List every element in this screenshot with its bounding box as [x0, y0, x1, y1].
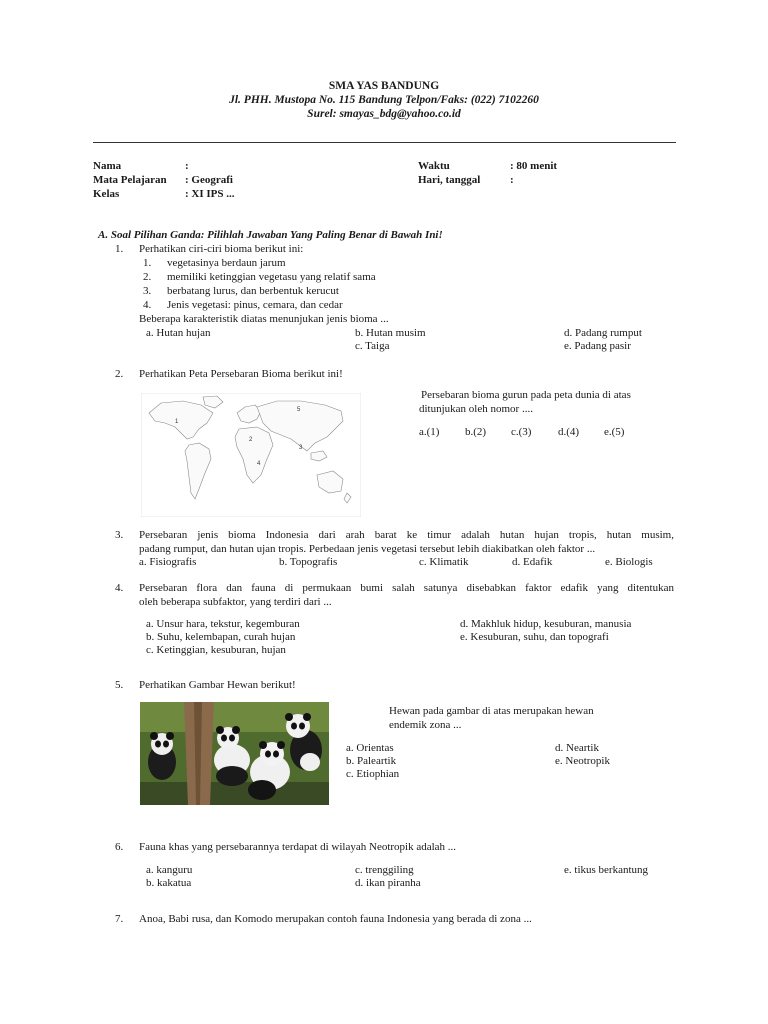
q7-text: Anoa, Babi rusa, dan Komodo merupakan contoh fauna Indonesia yang berada di zona ...	[139, 913, 532, 925]
q1-text: Perhatikan ciri-ciri bioma berikut ini:	[139, 243, 304, 255]
map-label: 5	[297, 407, 301, 413]
q3-option-a: a. Fisiografis	[139, 556, 197, 568]
q1-number: 1.	[115, 243, 124, 255]
q6-text: Fauna khas yang persebarannya terdapat di wilayah Neotropik adalah ...	[139, 841, 457, 853]
nama-value: :	[185, 160, 189, 172]
q1-option-c: c. Taiga	[355, 340, 390, 352]
q1-option-b: b. Hutan musim	[355, 327, 426, 339]
q2-option-b: b.(2)	[465, 426, 487, 438]
q6-option-c: c. trenggiling	[355, 864, 414, 876]
kelas-value: : XI IPS ...	[185, 188, 235, 200]
q5-side-text-1: Hewan pada gambar di atas merupakan hewan	[389, 705, 594, 717]
q1-option-a: a. Hutan hujan	[146, 327, 211, 339]
q1-item-num: 3.	[143, 285, 152, 297]
panda-photo	[140, 702, 329, 805]
q2-option-a: a.(1)	[419, 426, 440, 438]
q1-prompt: Beberapa karakteristik diatas menunjukan jenis bioma ...	[139, 313, 389, 325]
hari-label: Hari, tanggal	[418, 174, 481, 186]
q1-item: memiliki ketinggian vegetasu yang relatif sama	[167, 271, 376, 283]
section-a-title: A. Soal Pilihan Ganda: Pilihlah Jawaban Yang Paling Benar di Bawah Ini!	[98, 229, 443, 241]
q4-option-e: e. Kesuburan, suhu, dan topografi	[460, 631, 609, 643]
school-name: SMA YAS BANDUNG	[328, 80, 440, 92]
q3-option-c: c. Klimatik	[419, 556, 469, 568]
header-divider	[93, 142, 676, 143]
q3-text-line-1: Persebaran jenis bioma Indonesia dari arah barat ke timur adalah hutan hujan tropis, hutan musim,	[139, 529, 674, 541]
q1-item: Jenis vegetasi: pinus, cemara, dan cedar	[167, 299, 343, 311]
map-label: 4	[257, 461, 261, 467]
q1-item: vegetasinya berdaun jarum	[167, 257, 286, 269]
q6-number: 6.	[115, 841, 124, 853]
q5-option-b: b. Paleartik	[346, 755, 397, 767]
q2-option-e: e.(5)	[604, 426, 625, 438]
hari-value: :	[510, 174, 514, 186]
q6-option-b: b. kakatua	[146, 877, 192, 889]
q3-option-e: e. Biologis	[605, 556, 653, 568]
q3-option-d: d. Edafik	[512, 556, 553, 568]
map-label: 3	[299, 445, 303, 451]
q4-option-a: a. Unsur hara, tekstur, kegemburan	[146, 618, 300, 630]
q2-side-text-2: ditunjukan oleh nomor ....	[419, 403, 533, 415]
q1-item: berbatang lurus, dan berbentuk kerucut	[167, 285, 339, 297]
q4-text-line-1: Persebaran flora dan fauna di permukaan bumi salah satunya disebabkan faktor edafik yang ditentukan	[139, 582, 674, 594]
q3-option-b: b. Topografis	[279, 556, 338, 568]
waktu-value: : 80 menit	[510, 160, 558, 172]
q5-option-d: d. Neartik	[555, 742, 599, 754]
q6-option-e: e. tikus berkantung	[564, 864, 649, 876]
q4-option-c: c. Ketinggian, kesuburan, hujan	[146, 644, 286, 656]
world-map-image	[141, 393, 361, 517]
q1-item-num: 2.	[143, 271, 152, 283]
q5-side-text-2: endemik zona ...	[389, 719, 462, 731]
q4-number: 4.	[115, 582, 124, 594]
q5-option-e: e. Neotropik	[555, 755, 610, 767]
waktu-label: Waktu	[418, 160, 450, 172]
q4-option-b: b. Suhu, kelembapan, curah hujan	[146, 631, 296, 643]
q2-side-text-1: Persebaran bioma gurun pada peta dunia di atas	[421, 389, 631, 401]
q2-number: 2.	[115, 368, 124, 380]
q2-text: Perhatikan Peta Persebaran Bioma berikut ini!	[139, 368, 343, 380]
q3-text-line-2: padang rumput, dan hutan ujan tropis. Perbedaan jenis vegetasi tersebut lebih diakibatkan oleh faktor ...	[139, 543, 596, 555]
nama-label: Nama	[93, 160, 122, 172]
q1-option-e: e. Padang pasir	[564, 340, 631, 352]
q1-item-num: 1.	[143, 257, 152, 269]
mapel-value: : Geografi	[185, 174, 233, 186]
q1-item-num: 4.	[143, 299, 152, 311]
kelas-label: Kelas	[93, 188, 120, 200]
mapel-label: Mata Pelajaran	[93, 174, 167, 186]
map-label: 1	[175, 419, 179, 425]
q5-option-a: a. Orientas	[346, 742, 394, 754]
q5-option-c: c. Etiophian	[346, 768, 400, 780]
q6-option-d: d. ikan piranha	[355, 877, 421, 889]
school-address: Jl. PHH. Mustopa No. 115 Bandung Telpon/Faks: (022) 7102260	[229, 94, 539, 106]
q4-text-line-2: oleh beberapa subfaktor, yang terdiri dari ...	[139, 596, 332, 608]
map-label: 2	[249, 437, 253, 443]
q4-option-d: d. Makhluk hidup, kesuburan, manusia	[460, 618, 632, 630]
school-email: Surel: smayas_bdg@yahoo.co.id	[307, 108, 461, 120]
q5-text: Perhatikan Gambar Hewan berikut!	[139, 679, 296, 691]
q7-number: 7.	[115, 913, 124, 925]
q1-option-d: d. Padang rumput	[564, 327, 642, 339]
q2-option-d: d.(4)	[558, 426, 580, 438]
q2-option-c: c.(3)	[511, 426, 532, 438]
q6-option-a: a. kanguru	[146, 864, 193, 876]
q3-number: 3.	[115, 529, 124, 541]
q5-number: 5.	[115, 679, 124, 691]
